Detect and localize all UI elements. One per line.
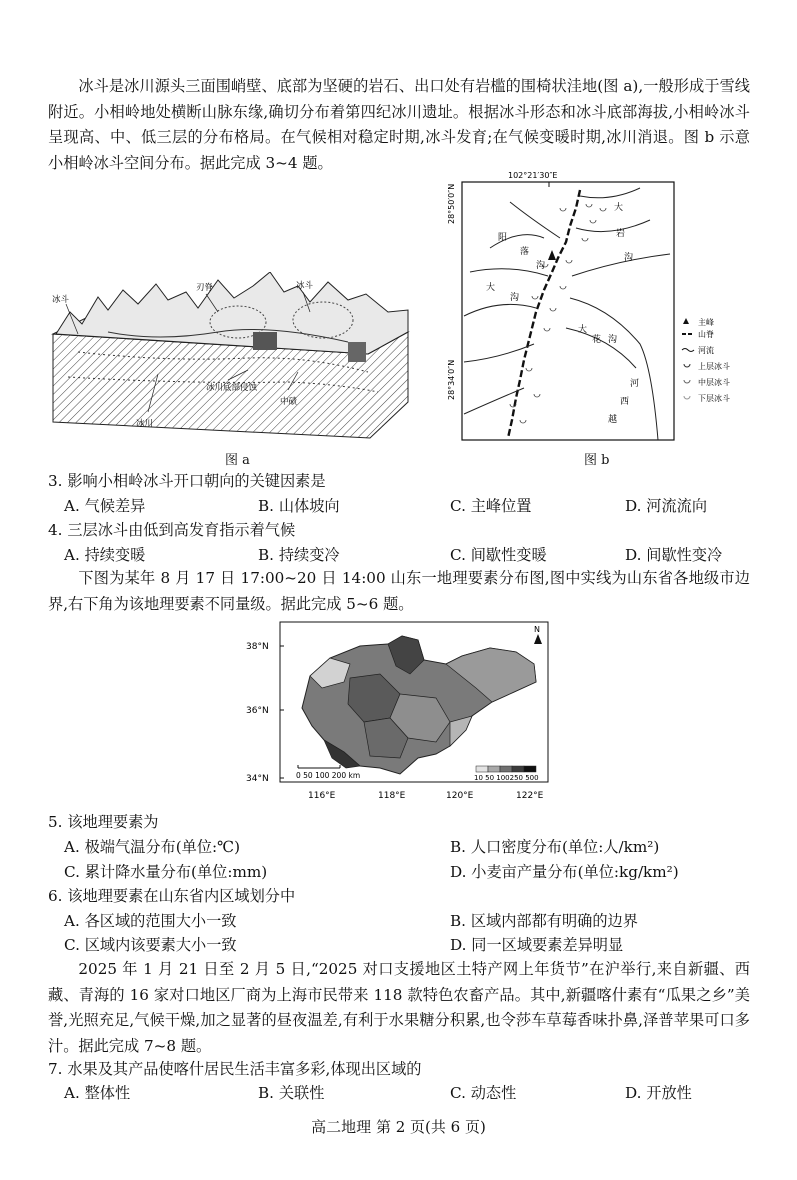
intro-paragraph-kashgar: 2025 年 1 月 21 日至 2 月 5 日,“2025 对口支援地区土特产网上年货节”在沪举行,来自新疆、西藏、青海的 16 家对口地区厂商为上海市民带来 118 款特色农畜产品。其中,新疆喀什素有“瓜果之乡”美誉,光照充足,气候干燥,加之显著的昼夜温差,有利于水果糖分积累,也令莎车草莓香味扑鼻,泽普苹果可口多汁。据此完成 7~8 题。 xyxy=(48,960,750,1055)
question-3: 3. 影响小相岭冰斗开口朝向的关键因素是 xyxy=(48,472,326,490)
q7-option-b: B. 关联性 xyxy=(258,1084,325,1102)
label-glacier: 冰川 xyxy=(136,419,154,429)
river-char-5: 落 xyxy=(520,247,530,257)
middle-cirque-icon xyxy=(684,380,690,383)
lower-cirque-icon xyxy=(684,396,690,399)
river-char-7: 大 xyxy=(486,283,496,293)
legend-lower-cirque: 下层冰斗 xyxy=(698,394,730,403)
peak-icon xyxy=(683,318,689,324)
figure-a-glacier-diagram xyxy=(48,272,420,444)
scale-bar-label: 0 50 100 200 km xyxy=(296,771,361,780)
intro-paragraph-shandong: 下图为某年 8 月 17 日 17:00~20 日 14:00 山东一地理要素分布图,图中实线为山东省各地级市边界,右下角为该地理要素不同量级。据此完成 5~6 题。 xyxy=(48,569,750,613)
q4-option-d: D. 间歇性变冷 xyxy=(625,546,723,564)
q5-option-b: B. 人口密度分布(单位:人/km²) xyxy=(450,838,660,856)
lat-38: 38°N xyxy=(246,642,269,652)
lon-label: 102°21′30″E xyxy=(508,171,558,180)
question-4: 4. 三层冰斗由低到高发育指示着气候 xyxy=(48,521,296,539)
lon-118: 118°E xyxy=(378,791,406,801)
figure-b-cirque-map xyxy=(440,168,758,448)
intro-paragraph-cirque: 冰斗是冰川源头三面围峭壁、底部为坚硬的岩石、出口处有岩槛的围椅状洼地(图 a),一般形成于雪线附近。小相岭地处横断山脉东缘,确切分布着第四纪冰川遗址。根据冰斗形态和冰斗底部海拔,小相岭冰斗呈现高、中、低三层的分布格局。在气候相对稳定时期,冰斗发育;在气候变暖时期,冰川消退。图 b 示意小相岭冰斗空间分布。据此完成 3~4 题。 xyxy=(48,77,750,172)
river-char-8: 沟 xyxy=(510,293,520,303)
figure-a-caption: 图 a xyxy=(225,453,250,468)
q6-option-a: A. 各区域的范围大小一致 xyxy=(64,912,237,930)
lon-116: 116°E xyxy=(308,791,336,801)
q7-option-c: C. 动态性 xyxy=(450,1084,517,1102)
river-char-2: 岩 xyxy=(616,229,626,239)
river-char-14: 越 xyxy=(608,415,618,425)
map-legend-values: 10 50 100250 500 xyxy=(474,774,539,782)
river-char-4: 阳 xyxy=(498,233,508,243)
river-char-6: 沟 xyxy=(536,261,546,271)
figure-b-legend xyxy=(682,317,730,403)
q4-option-a: A. 持续变暖 xyxy=(64,546,146,564)
label-moraine: 中碛 xyxy=(280,397,298,407)
q4-option-c: C. 间歇性变暖 xyxy=(450,546,547,564)
q3-option-c: C. 主峰位置 xyxy=(450,497,532,515)
legend-upper-cirque: 上层冰斗 xyxy=(698,362,730,371)
legend-middle-cirque: 中层冰斗 xyxy=(698,378,730,387)
q6-option-d: D. 同一区域要素差异明显 xyxy=(450,936,624,954)
label-cirque-left: 冰斗 xyxy=(52,295,70,305)
river-char-11: 沟 xyxy=(608,335,618,345)
lon-122: 122°E xyxy=(516,791,544,801)
q3-option-d: D. 河流流向 xyxy=(625,497,708,515)
shandong-map xyxy=(240,618,560,808)
label-arete: 刃脊 xyxy=(196,283,214,293)
river-char-1: 大 xyxy=(614,203,624,213)
q5-option-c: C. 累计降水量分布(单位:mm) xyxy=(64,863,268,881)
question-6: 6. 该地理要素在山东省内区域划分中 xyxy=(48,887,296,905)
legend-peak: 主峰 xyxy=(698,318,714,327)
lon-120: 120°E xyxy=(446,791,474,801)
page-footer: 高二地理 第 2 页(共 6 页) xyxy=(311,1118,486,1136)
river-char-12: 河 xyxy=(630,379,640,389)
lat-36: 36°N xyxy=(246,706,269,716)
q3-option-a: A. 气候差异 xyxy=(64,497,146,515)
question-5: 5. 该地理要素为 xyxy=(48,813,159,831)
river-char-13: 西 xyxy=(620,397,630,407)
q6-option-b: B. 区域内部都有明确的边界 xyxy=(450,912,638,930)
label-cirque-right: 冰斗 xyxy=(296,281,314,291)
q3-option-b: B. 山体坡向 xyxy=(258,497,340,515)
q5-option-a: A. 极端气温分布(单位:℃) xyxy=(64,838,241,856)
river-char-10: 花 xyxy=(592,335,602,345)
lat-label-top: 28°50′0″N xyxy=(447,183,456,224)
upper-cirque-icon xyxy=(684,364,690,367)
north-arrow-label: N xyxy=(534,625,540,634)
lat-34: 34°N xyxy=(246,774,269,784)
river-char-3: 沟 xyxy=(624,253,634,263)
legend-river: 河流 xyxy=(698,346,714,355)
legend-ridge: 山脊 xyxy=(698,330,714,339)
q7-option-d: D. 开放性 xyxy=(625,1084,692,1102)
q4-option-b: B. 持续变冷 xyxy=(258,546,340,564)
label-erosion: 冰川底部侵蚀 xyxy=(206,383,258,393)
figure-b-caption: 图 b xyxy=(584,453,610,468)
river-icon xyxy=(682,349,694,352)
q7-option-a: A. 整体性 xyxy=(64,1084,131,1102)
q6-option-c: C. 区域内该要素大小一致 xyxy=(64,936,237,954)
question-7: 7. 水果及其产品使喀什居民生活丰富多彩,体现出区域的 xyxy=(48,1060,422,1078)
q5-option-d: D. 小麦亩产量分布(单位:kg/km²) xyxy=(450,863,679,881)
lat-label-bottom: 28°34′0″N xyxy=(447,359,456,400)
river-char-9: 大 xyxy=(578,325,588,335)
